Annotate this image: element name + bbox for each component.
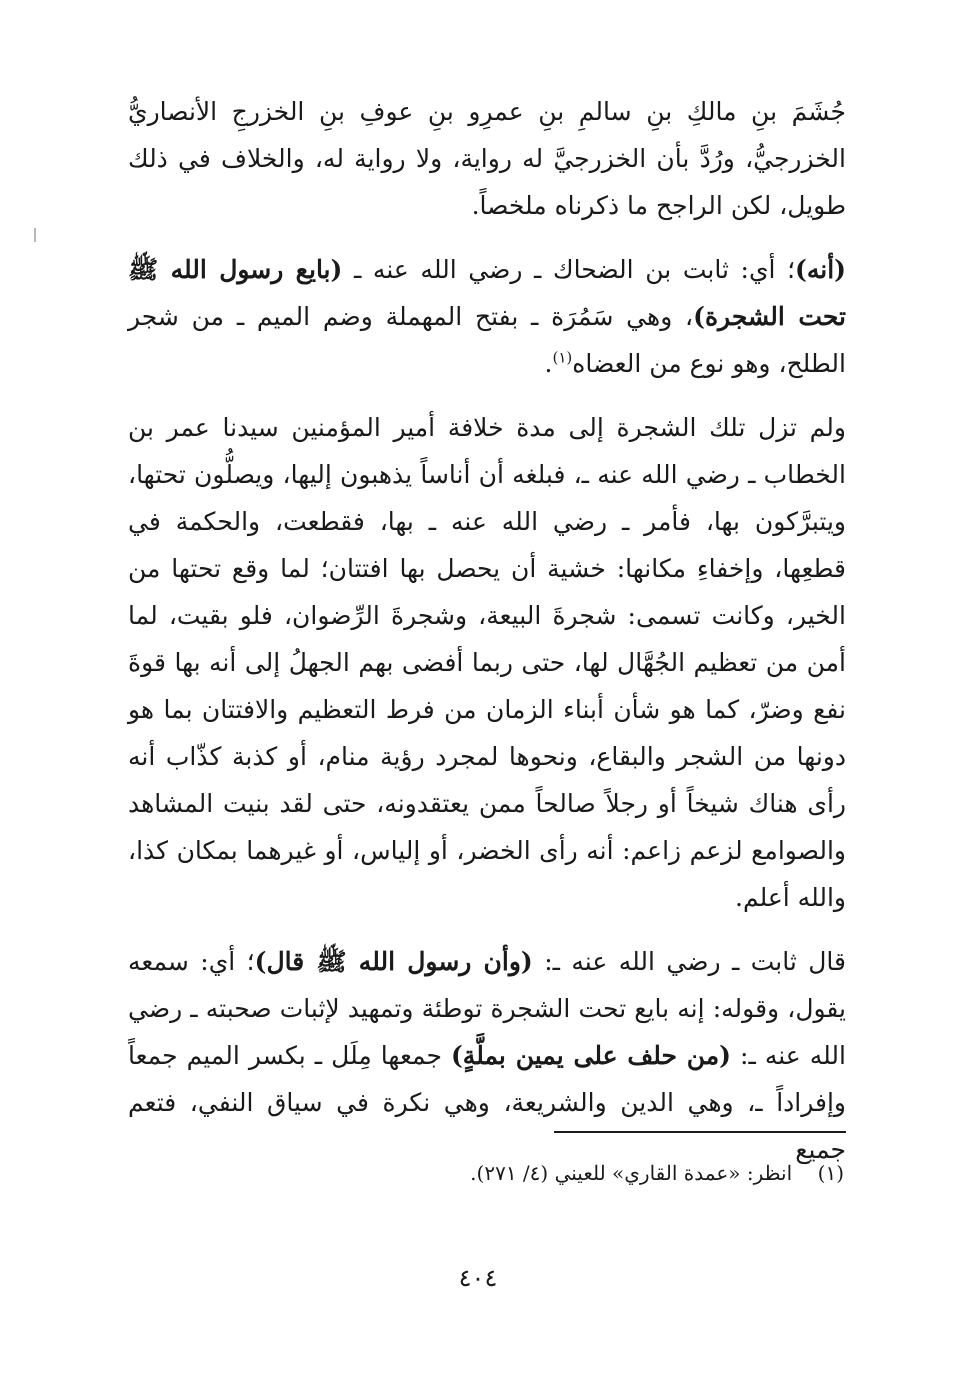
paragraph-3 bbox=[128, 404, 846, 921]
paragraph-text bbox=[128, 246, 846, 387]
footnote-reference: (١) bbox=[552, 348, 573, 367]
bold-quote: (أنه) bbox=[795, 255, 847, 284]
bold-quote: (وأن رسول الله ﷺ قال) bbox=[254, 947, 533, 976]
paragraph-text bbox=[128, 404, 846, 921]
footnote-marker: (١) bbox=[817, 1161, 844, 1185]
paragraph-4 bbox=[128, 938, 846, 1173]
footnote-spacer bbox=[799, 1161, 812, 1185]
footnote-divider bbox=[554, 1131, 846, 1133]
paragraph-text bbox=[128, 88, 846, 229]
paragraph-text bbox=[128, 938, 846, 1173]
bold-quote: (بايع رسول الله ﷺ تحت الشجرة) bbox=[128, 255, 846, 331]
body-text bbox=[128, 88, 846, 1190]
footnote bbox=[244, 1158, 844, 1188]
text-run: . bbox=[544, 349, 553, 378]
text-run: جُشَمَ بنِ مالكِ بنِ سالمِ بنِ عمرِو بنِ عوفِ بنِ الخزرجِ الأنصاريُّ الخزرجيُّ، ورُدَّ بأن الخزرجيَّ له رواية، ولا رواية له، والخلاف في ذلك طويل، لكن الراجح ما ذكرناه ملخصاً. bbox=[128, 97, 846, 220]
paragraph-2 bbox=[128, 246, 846, 387]
bold-quote: (من حلف على يمين بملَّةٍ) bbox=[450, 1041, 731, 1070]
text-run: قال ثابت ـ رضي الله عنه ـ: bbox=[532, 947, 846, 976]
text-run: ؛ أي: ثابت بن الضحاك ـ رضي الله عنه ـ bbox=[342, 255, 796, 284]
text-run: ؛ أي: سمعه يقول، وقوله: إنه بايع تحت الشجرة توطئة وتمهيد لإثبات صحبته ـ رضي الله عنه ـ: bbox=[128, 947, 846, 1070]
margin-mark bbox=[34, 228, 36, 242]
footnote-text: انظر: «عمدة القاري» للعيني (٤/ ٢٧١). bbox=[470, 1161, 793, 1185]
text-run: جمعها مِلَل ـ بكسر الميم جمعاً وإفراداً ـ، وهي الدين والشريعة، وهي نكرة في سياق النفي، فتعم جميع bbox=[128, 1041, 846, 1164]
text-run: ، وهي سَمُرَة ـ بفتح المهملة وضم الميم ـ من شجر الطلح، وهو نوع من العضاه bbox=[128, 302, 846, 378]
page-number: ٤٠٤ bbox=[458, 1264, 498, 1292]
paragraph-1 bbox=[128, 88, 846, 229]
text-run: ولم تزل تلك الشجرة إلى مدة خلافة أمير المؤمنين سيدنا عمر بن الخطاب ـ رضي الله عنه ـ، فبلغه أن أناساً يذهبون إليها، ويصلُّون تحتها، ويتبرَّكون بها، فأمر ـ رضي الله عنه ـ بها، فقطعت، والحكمة في قطعِها، وإخفاءِ مكانها: خشية أن يحصل بها افتتان؛ لما وقع تحتها من الخير، وكانت تسمى: شجرةَ البيعة، وشجرةَ الرِّضوان، فلو بقيت، لما أمن من تعظيم الجُهَّال لها، حتى ربما أفضى بهم الجهلُ إلى أنه بها قوةَ نفع وضرّ، كما هو شأن أبناء الزمان من فرط التعظيم والافتتان بما هو دونها من الشجر والبقاع، ونحوها لمجرد رؤية منام، أو كذبة كذّاب أنه رأى هناك شيخاً أو رجلاً صالحاً ممن يعتقدونه، حتى لقد بنيت المشاهد والصوامع لزعم زاعم: أنه رأى الخضر، أو إلياس، أو غيرهما بمكان كذا، والله أعلم. bbox=[128, 413, 846, 912]
